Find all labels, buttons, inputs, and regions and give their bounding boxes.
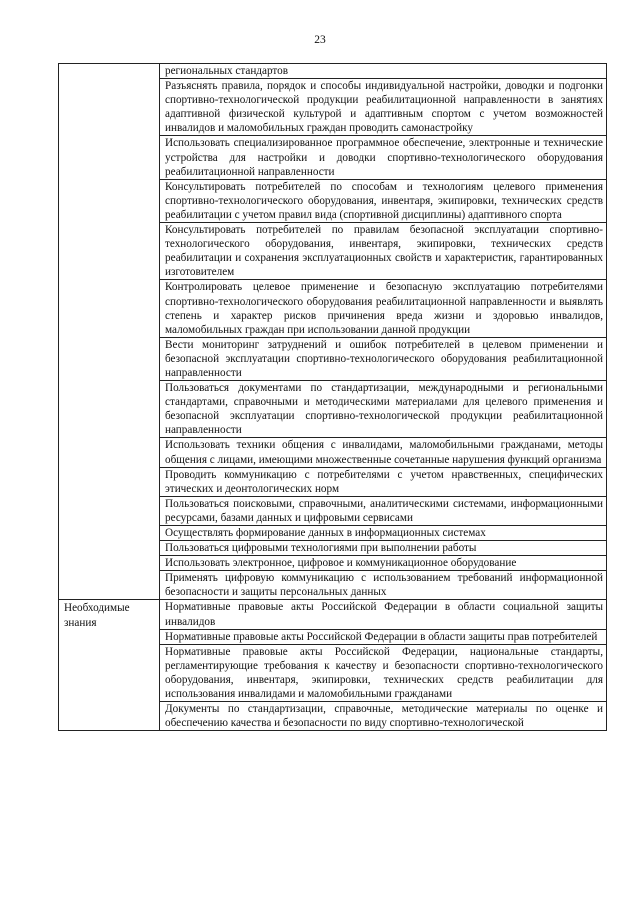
table-cell: Документы по стандартизации, справочные, методические материалы по оценке и обеспечению качества и безопасности по виду спортивно-технологической — [160, 702, 607, 731]
page-number: 23 — [314, 34, 326, 46]
table-cell: Нормативные правовые акты Российской Федерации, национальные стандарты, регламентирующие требования к качеству и безопасности спортивно-технологического оборудования, инвентаря, экипировки, технических средств реабилитации для использования инвалидами и маломобильными гражданами — [160, 644, 607, 701]
table-cell: Пользоваться поисковыми, справочными, аналитическими системами, информационными ресурсами, базами данных и цифровыми сервисами — [160, 496, 607, 525]
table-cell: Использовать электронное, цифровое и коммуникационное оборудование — [160, 556, 607, 571]
section-label-knowledge: Необходимые знания — [64, 602, 130, 630]
table-cell: Использовать техники общения с инвалидами, маломобильными гражданами, методы общения с лицами, имеющими множественные сочетанные нарушения функций организма — [160, 438, 607, 467]
table-cell: Проводить коммуникацию с потребителями с учетом нравственных, специфических этических и деонтологических норм — [160, 467, 607, 496]
table-cell: региональных стандартов — [160, 64, 607, 79]
table-cell: Применять цифровую коммуникацию с использованием требований информационной безопасности и защиты персональных данных — [160, 571, 607, 600]
table-cell: Пользоваться документами по стандартизации, международными и региональными стандартами, справочными и методическими материалами для целевого применения и безопасной эксплуатации спортивно-технологической продукции реабилитационной направленности — [160, 381, 607, 438]
table-cell: Вести мониторинг затруднений и ошибок потребителей в целевом применении и безопасной эксплуатации спортивно-технологического оборудования реабилитационной направленности — [160, 337, 607, 380]
table-cell: Использовать специализированное программное обеспечение, электронные и технические устройства для настройки и доводки спортивно-технологического оборудования реабилитационной направленности — [160, 136, 607, 179]
table-cell: Консультировать потребителей по правилам безопасной эксплуатации спортивно-технологического оборудования, инвентаря, экипировки, технических средств реабилитации и сохранения эксплуатационных свойств и характеристик, гарантированных изготовителем — [160, 223, 607, 280]
table-row — [59, 64, 607, 79]
table-cell: Нормативные правовые акты Российской Федерации в области социальной защиты инвалидов — [160, 600, 607, 629]
skills-label-cell — [59, 64, 160, 600]
requirements-table — [58, 63, 607, 731]
table-cell: Разъяснять правила, порядок и способы индивидуальной настройки, доводки и подгонки спортивно-технологической продукции реабилитационной направленности в занятиях адаптивной физической культурой и адаптивным спортом с учетом возможностей инвалидов и маломобильных граждан проводить самонастройку — [160, 79, 607, 136]
table-cell: Пользоваться цифровыми технологиями при выполнении работы — [160, 541, 607, 556]
table-row — [59, 600, 607, 629]
table-cell: Нормативные правовые акты Российской Федерации в области защиты прав потребителей — [160, 629, 607, 644]
table-cell: Контролировать целевое применение и безопасную эксплуатацию потребителями спортивно-технологического оборудования реабилитационной направленности и выявлять степень и характер рисков причинения вреда жизни и здоровью инвалидов, маломобильных граждан при использовании данной продукции — [160, 280, 607, 337]
knowledge-label-cell — [59, 600, 160, 731]
table-cell: Консультировать потребителей по способам и технологиям целевого применения спортивно-технологического оборудования, инвентаря, экипировки, технических средств реабилитации с учетом правил вида (спортивной дисциплины) адаптивного спорта — [160, 179, 607, 222]
table-cell: Осуществлять формирование данных в информационных системах — [160, 526, 607, 541]
